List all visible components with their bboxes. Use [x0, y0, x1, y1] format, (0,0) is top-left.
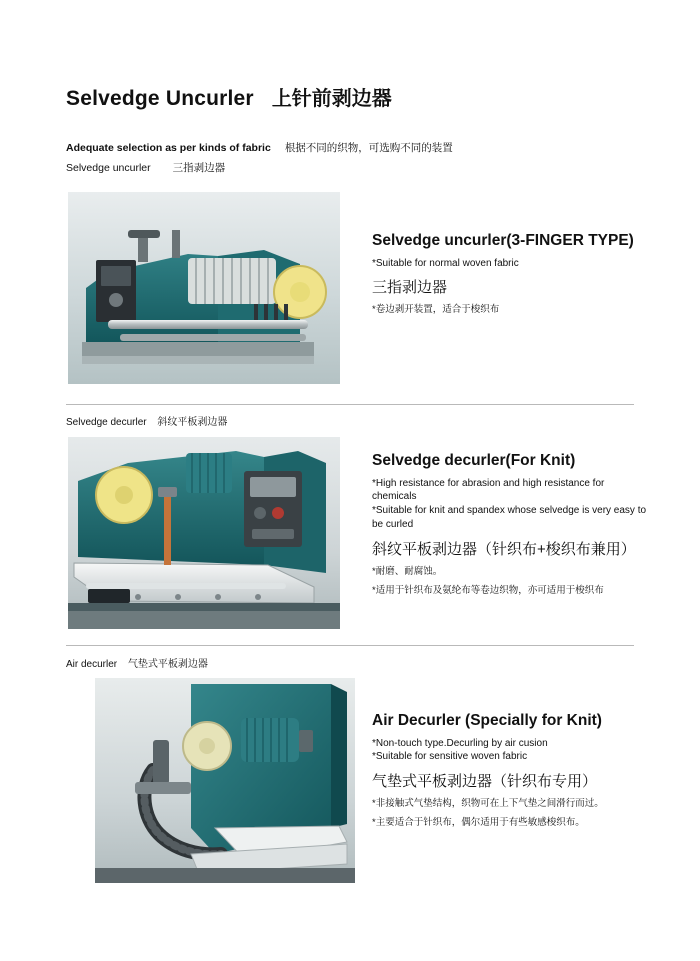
section-1-heading-en: Selvedge uncurler(3-FINGER TYPE) [372, 232, 634, 249]
section-3-body-en-1: *Suitable for sensitive woven fabric [372, 751, 528, 763]
intro-line-2 [66, 160, 225, 175]
section-2-label [66, 413, 227, 428]
section-2-body-cn-1: *适用于针织布及氨纶布等卷边织物，亦可适用于梭织布 [372, 584, 604, 596]
section-3-heading-cn: 气垫式平板剥边器（针织布专用） [372, 773, 598, 791]
section-3-body-en-0: *Non-touch type.Decurling by air cusion [372, 737, 548, 749]
section-3-label-en: Air decurler [66, 659, 118, 670]
section-2-heading-en: Selvedge decurler(For Knit) [372, 452, 576, 469]
section-1-body-cn-0: *卷边剥开装置，适合于梭织布 [372, 304, 500, 316]
section-1-text [372, 232, 640, 317]
intro-line-1-cn: 根据不同的织物，可选购不同的装置 [284, 142, 453, 154]
page-title-cn: 上针前剥边器 [271, 88, 392, 110]
intro-line-1 [66, 140, 453, 155]
section-2-heading-cn: 斜纹平板剥边器（针织布+梭织布兼用） [372, 540, 636, 558]
selvedge-uncurler-photo [68, 192, 340, 384]
section-1-body-en-0: *Suitable for normal woven fabric [372, 257, 519, 269]
section-2-body-cn-0: *耐磨、耐腐蚀。 [372, 565, 443, 577]
page-title [66, 82, 392, 111]
section-2-body-en-0: *High resistance for abrasion and high resistance for chemicals [372, 477, 605, 503]
section-2-label-en: Selvedge decurler [66, 417, 147, 428]
page-title-en: Selvedge Uncurler [66, 87, 254, 110]
machine-illustration-1 [68, 192, 340, 384]
machine-illustration-3 [95, 678, 355, 883]
intro-line-2-en: Selvedge uncurler [66, 162, 151, 174]
section-2-text [372, 452, 648, 598]
divider-1 [66, 404, 634, 405]
section-3-text [372, 712, 644, 830]
section-3-heading-en: Air Decurler (Specially for Knit) [372, 712, 602, 729]
section-1-heading-cn: 三指剥边器 [372, 279, 448, 297]
machine-illustration-2 [68, 437, 340, 629]
section-2-label-cn: 斜纹平板剥边器 [157, 417, 228, 428]
air-decurler-photo [95, 678, 355, 883]
section-3-body-cn-0: *非接触式气垫结构，织物可在上下气垫之间滑行而过。 [372, 797, 604, 809]
section-2-body-en-2: be curled [372, 518, 414, 530]
intro-line-2-cn: 三指剥边器 [172, 162, 226, 174]
section-3-body-cn-1: *主要适合于针织布，偶尔适用于有些敏感梭织布。 [372, 817, 585, 829]
intro-line-1-en: Adequate selection as per kinds of fabric [66, 142, 271, 154]
section-2-body-en-1: *Suitable for knit and spandex whose selvedge is very easy to [372, 505, 647, 517]
section-3-label-cn: 气垫式平板剥边器 [127, 659, 208, 670]
selvedge-decurler-photo [68, 437, 340, 629]
section-3-label [66, 655, 208, 670]
divider-2 [66, 645, 634, 646]
